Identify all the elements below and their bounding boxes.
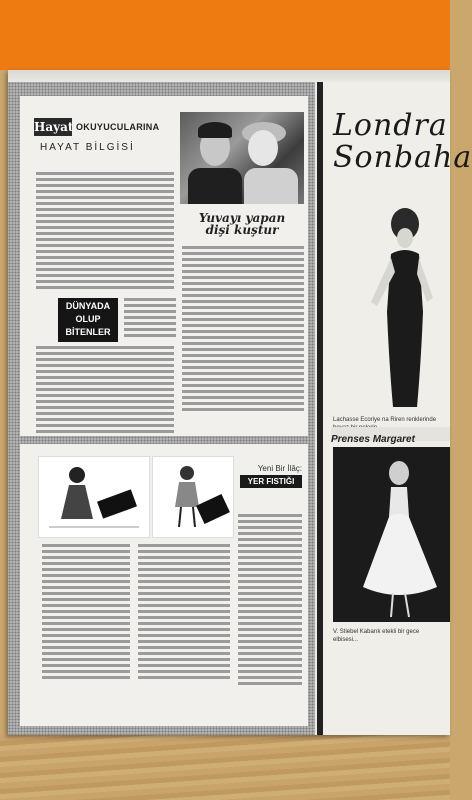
woman-face (248, 130, 278, 166)
magazine-spread (8, 70, 472, 735)
article-header (34, 112, 164, 164)
couple-photo (180, 112, 304, 204)
photo-caption: Yuvayı yapan dişi kuştur (198, 211, 286, 237)
header-line1: OKUYUCULARINA (76, 122, 160, 132)
right-page (323, 82, 472, 735)
body-text-col2 (182, 246, 304, 414)
badge-line3: BİTENLER (65, 327, 111, 337)
fashion-title (333, 110, 472, 174)
body-text-col1 (36, 172, 174, 292)
title-line2: Sonbaha (333, 140, 472, 175)
ad-line2: YER FISTIĞI (240, 475, 302, 488)
caption-stiebel: V. Stiebel Kabarık etekli bir gece elbisesi... (333, 629, 420, 643)
news-badge (58, 298, 118, 342)
body-text-col1c (36, 346, 174, 436)
article-panel-bottom (20, 444, 308, 726)
badge-line1: DÜNYADA (65, 301, 111, 311)
hayat-logo: Hayat (34, 120, 74, 134)
badge-line2: OLUP (75, 314, 101, 324)
left-page (8, 82, 315, 735)
article-panel-top (20, 96, 308, 436)
woman-figure (244, 168, 298, 204)
illustration-woman-sketch (38, 456, 150, 538)
header-line2: HAYAT BİLGİSİ (40, 142, 135, 153)
body-text-col4 (138, 544, 230, 682)
body-text-col3 (42, 544, 130, 682)
background-floor (0, 735, 450, 800)
body-text-col5 (238, 514, 302, 688)
fashion-photo-stiebel (333, 447, 450, 622)
background-wall (0, 0, 450, 70)
title-line1: Londra (333, 108, 448, 143)
man-hair (198, 122, 232, 138)
body-text-col1b (124, 298, 176, 340)
man-figure (188, 168, 242, 204)
section-band (331, 427, 450, 445)
fashion-photo-lachasse (347, 202, 443, 412)
ad-box (240, 464, 302, 504)
caption-lachasse: Lachasse Ecoriye na Riren renklerinde (333, 417, 437, 423)
illustration-girl-sketch (152, 456, 234, 538)
ad-line1: Yeni Bir İlâç: (257, 464, 302, 473)
band-title: Prenses Margaret (331, 434, 415, 445)
